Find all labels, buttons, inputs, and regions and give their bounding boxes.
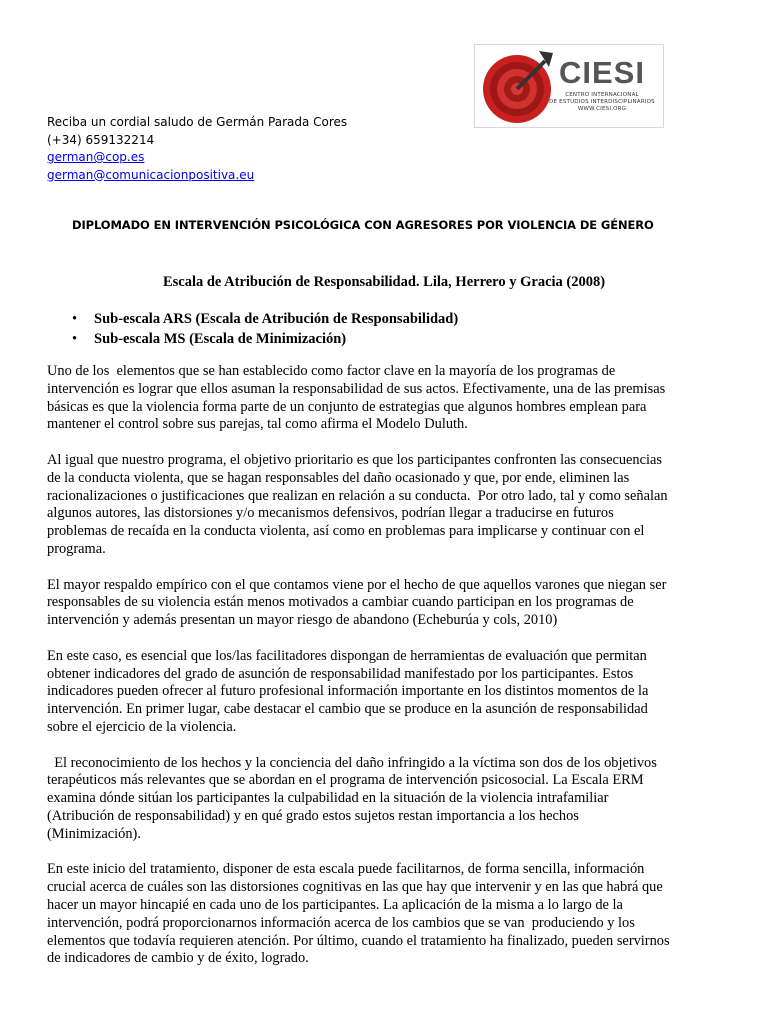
text-line: básicas es que la violencia forma parte de un conjunto de estrategias que algunos hombres emplean para	[47, 398, 647, 415]
paragraph	[47, 363, 727, 434]
ciesi-logo	[474, 44, 664, 128]
logo-subtitle	[543, 92, 661, 113]
contact-block	[47, 114, 347, 184]
text-line: indicadores pueden ofrecer al futuro profesional información importante en los distintos momentos de la	[47, 683, 649, 700]
logo-title: CIESI	[559, 55, 645, 90]
text-line: intervención y además presentan un mayor riesgo de abandono (Echeburúa y cols, 2010)	[47, 612, 558, 629]
email-link-cop[interactable]: german@cop.es	[47, 150, 145, 164]
diploma-heading: DIPLOMADO EN INTERVENCIÓN PSICOLÓGICA CON AGRESORES POR VIOLENCIA DE GÉNERO	[72, 218, 654, 232]
paragraph	[47, 452, 727, 559]
email-link-comunicacionpositiva[interactable]: german@comunicacionpositiva.eu	[47, 167, 255, 182]
text-line: intervención es lograr que ellos asuman la responsabilidad de sus actos. Efectivamente, una de las premisas	[47, 380, 666, 397]
phone-number: (+34) 659132214	[47, 132, 155, 147]
text-line: En este inicio del tratamiento, disponer de esta escala puede facilitarnos, de forma sencilla, información	[47, 861, 645, 878]
text-line: elementos que todavía requieren atención. Por último, cuando el tratamiento ha finalizado, pueden servirnos	[47, 932, 670, 949]
scale-title: Escala de Atribución de Responsabilidad. Lila, Herrero y Gracia (2008)	[162, 274, 606, 290]
text-line: mantener el control sobre sus parejas, tal como afirma el Modelo Duluth.	[47, 416, 468, 433]
bullet-icon: •	[72, 330, 78, 347]
text-line: de indicadores de cambio y de éxito, logrado.	[47, 950, 309, 967]
subscale-label: Sub-escala ARS (Escala de Atribución de Responsabilidad)	[94, 311, 459, 327]
text-line: Al igual que nuestro programa, el objetivo prioritario es que los participantes confronten las consecuencias	[47, 451, 663, 468]
logo-subtitle-line: CENTRO INTERNACIONAL	[565, 92, 639, 98]
paragraph	[47, 648, 727, 737]
text-line: En este caso, es esencial que los/las facilitadores dispongan de herramientas de evaluación que permitan	[47, 647, 647, 664]
text-line: responsables de su violencia están menos motivados a cambiar cuando participan en los programas de	[47, 594, 634, 611]
text-line: terapéuticos más relevantes que se abordan en el programa de intervención psicosocial. La Escala ERM	[47, 772, 644, 789]
text-line: (Atribución de responsabilidad) y en qué grado estos sujetos restan importancia a los hechos	[47, 807, 579, 824]
text-line: crucial acerca de cuáles son las distorsiones cognitivas en las que hay que intervenir y en las que habrá que	[47, 879, 663, 896]
text-line: obtener indicadores del grado de asunción de responsabilidad manifestado por los participantes. Estos	[47, 665, 634, 682]
paragraph	[47, 755, 727, 844]
text-line: programa.	[47, 540, 106, 557]
list-item	[70, 310, 458, 330]
text-line: racionalizaciones o justificaciones que realizan en relación a su conducta. Por otro lado, tal y como señalan	[47, 487, 668, 504]
text-line: intervención. En primer lugar, cabe destacar el cambio que se produce en la asunción de responsabilidad	[47, 701, 648, 718]
text-line: El reconocimiento de los hechos y la conciencia del daño infringido a la víctima son dos de los objetivos	[47, 754, 657, 771]
text-line: examina dónde sitúan los participantes la culpabilidad en la situación de la violencia intrafamiliar	[47, 790, 609, 807]
paragraph	[47, 577, 727, 630]
body-text	[47, 363, 727, 986]
list-item	[70, 330, 458, 350]
text-line: (Minimización).	[47, 825, 141, 842]
text-line: hacer un mayor hincapié en cada uno de los participantes. La aplicación de la misma a lo largo de la	[47, 896, 623, 913]
paragraph	[47, 861, 727, 968]
subscale-label: Sub-escala MS (Escala de Minimización)	[94, 330, 347, 347]
text-line: El mayor respaldo empírico con el que contamos viene por el hecho de que aquellos varones que niegan ser	[47, 576, 667, 593]
text-line: Uno de los elementos que se han establecido como factor clave en la mayoría de los programas de	[47, 363, 616, 379]
text-line: intervención, podrá proporcionarnos información acerca de los cambios que se van produciendo y los	[47, 914, 635, 931]
logo-subtitle-line: DE ESTUDIOS INTERDISCIPLINARIOS	[549, 99, 655, 105]
text-line: de la conducta violenta, que se hagan responsables del daño ocasionado y que, por ende, eliminen las	[47, 469, 630, 486]
greeting-text: Reciba un cordial saludo de Germán Parada Cores	[47, 115, 348, 129]
text-line: problemas de recaída en la conducta violenta, así como en problemas para implicarse y continuar con el	[47, 523, 645, 540]
logo-subtitle-line: WWW.CIESI.ORG	[577, 106, 627, 112]
subscale-list	[70, 310, 458, 349]
bullet-icon: •	[72, 311, 78, 327]
text-line: sobre el ejercicio de la violencia.	[47, 718, 237, 735]
text-line: algunos autores, las distorsiones y/o mecanismos defensivos, podrían llegar a traducirse en futuros	[47, 505, 614, 522]
